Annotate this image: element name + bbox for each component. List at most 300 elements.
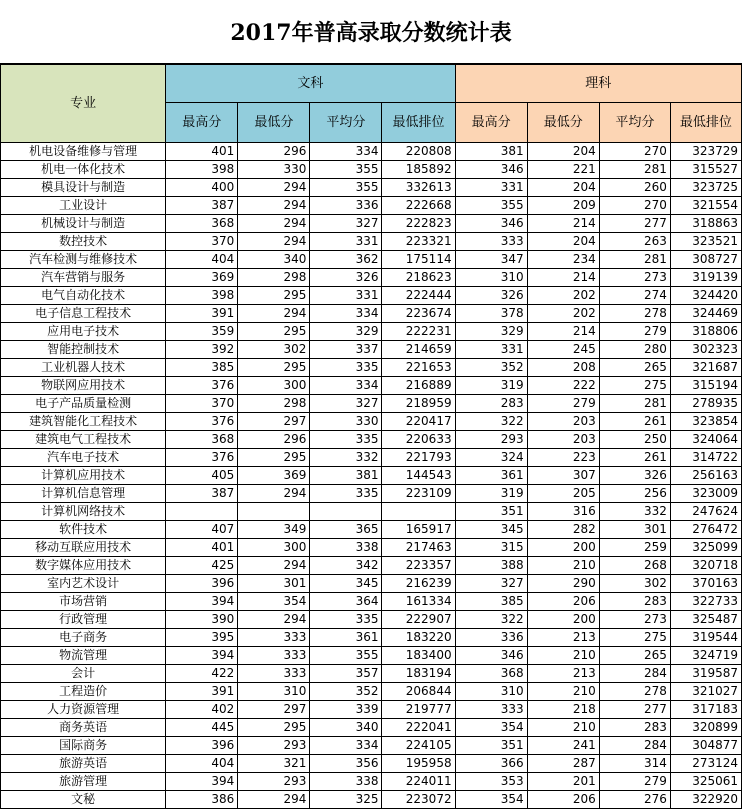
wenke-min-cell: 294 <box>238 557 310 575</box>
wenke-avg-cell: 345 <box>310 575 382 593</box>
wenke-rank-cell: 183220 <box>382 629 455 647</box>
wenke-min-cell: 333 <box>238 647 310 665</box>
wenke-max-cell: 376 <box>166 413 238 431</box>
like-avg-cell: 314 <box>599 755 670 773</box>
like-min-cell: 241 <box>527 737 599 755</box>
major-name: 数字媒体应用技术 <box>1 557 166 575</box>
wenke-max-cell: 445 <box>166 719 238 737</box>
like-max-cell: 346 <box>455 161 527 179</box>
header-li-max: 最高分 <box>455 103 527 143</box>
major-name: 行政管理 <box>1 611 166 629</box>
wenke-avg-cell: 342 <box>310 557 382 575</box>
major-name: 市场营销 <box>1 593 166 611</box>
major-name: 数控技术 <box>1 233 166 251</box>
like-rank-cell: 325487 <box>670 611 741 629</box>
wenke-rank-cell: 195958 <box>382 755 455 773</box>
wenke-avg-cell: 334 <box>310 305 382 323</box>
wenke-rank-cell: 221793 <box>382 449 455 467</box>
table-row <box>1 269 742 287</box>
header-wenke: 文科 <box>166 65 455 103</box>
like-rank-cell: 321554 <box>670 197 741 215</box>
like-avg-cell: 263 <box>599 233 670 251</box>
like-rank-cell: 323729 <box>670 143 741 161</box>
table-row <box>1 467 742 485</box>
like-rank-cell: 324420 <box>670 287 741 305</box>
like-avg-cell: 261 <box>599 413 670 431</box>
table-row <box>1 683 742 701</box>
like-avg-cell: 274 <box>599 287 670 305</box>
like-rank-cell: 370163 <box>670 575 741 593</box>
wenke-min-cell: 310 <box>238 683 310 701</box>
wenke-max-cell: 376 <box>166 449 238 467</box>
header-wen-rank: 最低排位 <box>382 103 455 143</box>
wenke-rank-cell: 221653 <box>382 359 455 377</box>
table-row <box>1 575 742 593</box>
like-min-cell: 307 <box>527 467 599 485</box>
wenke-max-cell: 425 <box>166 557 238 575</box>
wenke-max-cell: 401 <box>166 143 238 161</box>
major-name: 室内艺术设计 <box>1 575 166 593</box>
like-avg-cell: 273 <box>599 269 670 287</box>
like-min-cell: 245 <box>527 341 599 359</box>
table-row <box>1 233 742 251</box>
like-max-cell: 353 <box>455 773 527 791</box>
wenke-max-cell: 368 <box>166 431 238 449</box>
like-max-cell: 366 <box>455 755 527 773</box>
header-li-avg: 平均分 <box>599 103 670 143</box>
like-min-cell: 210 <box>527 557 599 575</box>
like-rank-cell: 323009 <box>670 485 741 503</box>
wenke-avg-cell: 355 <box>310 161 382 179</box>
wenke-avg-cell: 338 <box>310 773 382 791</box>
wenke-avg-cell: 331 <box>310 233 382 251</box>
like-max-cell: 327 <box>455 575 527 593</box>
wenke-max-cell: 369 <box>166 269 238 287</box>
table-row <box>1 521 742 539</box>
wenke-avg-cell: 331 <box>310 287 382 305</box>
wenke-min-cell: 294 <box>238 233 310 251</box>
wenke-avg-cell: 355 <box>310 179 382 197</box>
major-name: 工业设计 <box>1 197 166 215</box>
like-avg-cell: 283 <box>599 593 670 611</box>
wenke-max-cell: 385 <box>166 359 238 377</box>
like-rank-cell: 302323 <box>670 341 741 359</box>
major-name: 建筑智能化工程技术 <box>1 413 166 431</box>
wenke-max-cell: 396 <box>166 575 238 593</box>
like-avg-cell: 265 <box>599 647 670 665</box>
wenke-avg-cell: 335 <box>310 611 382 629</box>
wenke-max-cell: 394 <box>166 593 238 611</box>
major-name: 汽车检测与维修技术 <box>1 251 166 269</box>
wenke-max-cell: 390 <box>166 611 238 629</box>
major-name: 机电一体化技术 <box>1 161 166 179</box>
major-name: 工程造价 <box>1 683 166 701</box>
wenke-max-cell <box>166 503 238 521</box>
major-name: 建筑电气工程技术 <box>1 431 166 449</box>
wenke-max-cell: 391 <box>166 683 238 701</box>
wenke-avg-cell: 327 <box>310 215 382 233</box>
wenke-max-cell: 387 <box>166 197 238 215</box>
wenke-rank-cell: 175114 <box>382 251 455 269</box>
like-rank-cell: 308727 <box>670 251 741 269</box>
like-rank-cell: 321027 <box>670 683 741 701</box>
like-min-cell: 202 <box>527 305 599 323</box>
major-name: 移动互联应用技术 <box>1 539 166 557</box>
wenke-max-cell: 400 <box>166 179 238 197</box>
like-avg-cell: 259 <box>599 539 670 557</box>
table-row <box>1 143 742 161</box>
wenke-rank-cell: 219777 <box>382 701 455 719</box>
like-rank-cell: 318806 <box>670 323 741 341</box>
major-name: 智能控制技术 <box>1 341 166 359</box>
like-rank-cell: 247624 <box>670 503 741 521</box>
wenke-avg-cell: 334 <box>310 737 382 755</box>
like-min-cell: 218 <box>527 701 599 719</box>
like-avg-cell: 250 <box>599 431 670 449</box>
wenke-rank-cell: 218623 <box>382 269 455 287</box>
like-min-cell: 203 <box>527 431 599 449</box>
like-max-cell: 329 <box>455 323 527 341</box>
wenke-max-cell: 370 <box>166 395 238 413</box>
wenke-rank-cell: 216889 <box>382 377 455 395</box>
major-name: 工业机器人技术 <box>1 359 166 377</box>
major-name: 计算机信息管理 <box>1 485 166 503</box>
table-row <box>1 395 742 413</box>
like-avg-cell: 326 <box>599 467 670 485</box>
like-min-cell: 210 <box>527 647 599 665</box>
wenke-rank-cell: 185892 <box>382 161 455 179</box>
like-min-cell: 202 <box>527 287 599 305</box>
wenke-min-cell: 293 <box>238 773 310 791</box>
wenke-avg-cell: 338 <box>310 539 382 557</box>
like-max-cell: 310 <box>455 683 527 701</box>
wenke-avg-cell: 361 <box>310 629 382 647</box>
like-min-cell: 221 <box>527 161 599 179</box>
like-max-cell: 319 <box>455 485 527 503</box>
like-max-cell: 333 <box>455 233 527 251</box>
header-li-min: 最低分 <box>527 103 599 143</box>
table-row <box>1 701 742 719</box>
like-max-cell: 354 <box>455 719 527 737</box>
wenke-rank-cell <box>382 503 455 521</box>
wenke-rank-cell: 183400 <box>382 647 455 665</box>
wenke-min-cell <box>238 503 310 521</box>
major-name: 物联网应用技术 <box>1 377 166 395</box>
major-name: 机电设备维修与管理 <box>1 143 166 161</box>
wenke-max-cell: 402 <box>166 701 238 719</box>
like-avg-cell: 276 <box>599 791 670 809</box>
like-max-cell: 293 <box>455 431 527 449</box>
like-rank-cell: 317183 <box>670 701 741 719</box>
wenke-rank-cell: 214659 <box>382 341 455 359</box>
wenke-max-cell: 368 <box>166 215 238 233</box>
wenke-min-cell: 295 <box>238 359 310 377</box>
table-row <box>1 647 742 665</box>
table-row <box>1 629 742 647</box>
like-avg-cell: 265 <box>599 359 670 377</box>
like-rank-cell: 318863 <box>670 215 741 233</box>
like-max-cell: 336 <box>455 629 527 647</box>
wenke-max-cell: 404 <box>166 251 238 269</box>
like-rank-cell: 256163 <box>670 467 741 485</box>
like-max-cell: 331 <box>455 341 527 359</box>
wenke-rank-cell: 220808 <box>382 143 455 161</box>
like-max-cell: 346 <box>455 215 527 233</box>
like-rank-cell: 319139 <box>670 269 741 287</box>
wenke-min-cell: 294 <box>238 305 310 323</box>
like-avg-cell: 278 <box>599 305 670 323</box>
like-avg-cell: 302 <box>599 575 670 593</box>
score-table <box>0 64 742 809</box>
major-name: 计算机应用技术 <box>1 467 166 485</box>
wenke-avg-cell: 329 <box>310 323 382 341</box>
header-like: 理科 <box>455 65 741 103</box>
wenke-avg-cell: 332 <box>310 449 382 467</box>
like-rank-cell: 278935 <box>670 395 741 413</box>
like-max-cell: 324 <box>455 449 527 467</box>
major-name: 机械设计与制造 <box>1 215 166 233</box>
like-avg-cell: 268 <box>599 557 670 575</box>
like-rank-cell: 315527 <box>670 161 741 179</box>
like-min-cell: 206 <box>527 791 599 809</box>
wenke-avg-cell: 352 <box>310 683 382 701</box>
wenke-min-cell: 333 <box>238 629 310 647</box>
wenke-min-cell: 297 <box>238 701 310 719</box>
like-rank-cell: 324469 <box>670 305 741 323</box>
wenke-rank-cell: 224011 <box>382 773 455 791</box>
like-min-cell: 287 <box>527 755 599 773</box>
wenke-rank-cell: 223321 <box>382 233 455 251</box>
wenke-rank-cell: 224105 <box>382 737 455 755</box>
like-max-cell: 368 <box>455 665 527 683</box>
like-min-cell: 200 <box>527 611 599 629</box>
wenke-min-cell: 300 <box>238 539 310 557</box>
major-name: 模具设计与制造 <box>1 179 166 197</box>
table-row <box>1 305 742 323</box>
wenke-max-cell: 387 <box>166 485 238 503</box>
wenke-avg-cell: 334 <box>310 377 382 395</box>
like-rank-cell: 320899 <box>670 719 741 737</box>
wenke-avg-cell: 330 <box>310 413 382 431</box>
major-name: 软件技术 <box>1 521 166 539</box>
wenke-max-cell: 394 <box>166 773 238 791</box>
like-rank-cell: 319544 <box>670 629 741 647</box>
header-li-rank: 最低排位 <box>670 103 741 143</box>
table-row <box>1 377 742 395</box>
wenke-max-cell: 398 <box>166 287 238 305</box>
wenke-min-cell: 294 <box>238 485 310 503</box>
table-row <box>1 341 742 359</box>
major-name: 电子商务 <box>1 629 166 647</box>
like-avg-cell: 284 <box>599 737 670 755</box>
major-name: 电子信息工程技术 <box>1 305 166 323</box>
wenke-avg-cell: 326 <box>310 269 382 287</box>
wenke-min-cell: 321 <box>238 755 310 773</box>
wenke-rank-cell: 222668 <box>382 197 455 215</box>
major-name: 电气自动化技术 <box>1 287 166 305</box>
like-avg-cell: 278 <box>599 683 670 701</box>
like-max-cell: 351 <box>455 737 527 755</box>
wenke-min-cell: 300 <box>238 377 310 395</box>
like-min-cell: 222 <box>527 377 599 395</box>
like-rank-cell: 322733 <box>670 593 741 611</box>
wenke-min-cell: 294 <box>238 611 310 629</box>
wenke-max-cell: 370 <box>166 233 238 251</box>
major-name: 汽车营销与服务 <box>1 269 166 287</box>
wenke-rank-cell: 223072 <box>382 791 455 809</box>
table-row <box>1 611 742 629</box>
like-avg-cell: 279 <box>599 773 670 791</box>
wenke-avg-cell: 340 <box>310 719 382 737</box>
wenke-rank-cell: 222444 <box>382 287 455 305</box>
wenke-avg-cell: 335 <box>310 485 382 503</box>
table-row <box>1 539 742 557</box>
like-min-cell: 213 <box>527 665 599 683</box>
wenke-min-cell: 297 <box>238 413 310 431</box>
wenke-min-cell: 295 <box>238 719 310 737</box>
wenke-max-cell: 422 <box>166 665 238 683</box>
like-min-cell: 204 <box>527 179 599 197</box>
like-rank-cell: 324064 <box>670 431 741 449</box>
table-row <box>1 197 742 215</box>
wenke-min-cell: 369 <box>238 467 310 485</box>
table-row <box>1 359 742 377</box>
wenke-avg-cell: 362 <box>310 251 382 269</box>
like-rank-cell: 325099 <box>670 539 741 557</box>
table-row <box>1 791 742 809</box>
major-name: 计算机网络技术 <box>1 503 166 521</box>
like-avg-cell: 270 <box>599 197 670 215</box>
wenke-max-cell: 392 <box>166 341 238 359</box>
like-rank-cell: 319587 <box>670 665 741 683</box>
wenke-min-cell: 298 <box>238 269 310 287</box>
wenke-rank-cell: 183194 <box>382 665 455 683</box>
like-max-cell: 354 <box>455 791 527 809</box>
wenke-min-cell: 349 <box>238 521 310 539</box>
table-row <box>1 665 742 683</box>
wenke-min-cell: 294 <box>238 197 310 215</box>
wenke-avg-cell: 337 <box>310 341 382 359</box>
header-wen-min: 最低分 <box>238 103 310 143</box>
wenke-rank-cell: 332613 <box>382 179 455 197</box>
wenke-rank-cell: 161334 <box>382 593 455 611</box>
like-max-cell: 333 <box>455 701 527 719</box>
wenke-min-cell: 294 <box>238 179 310 197</box>
like-avg-cell: 283 <box>599 719 670 737</box>
major-name: 旅游英语 <box>1 755 166 773</box>
like-rank-cell: 304877 <box>670 737 741 755</box>
like-max-cell: 361 <box>455 467 527 485</box>
wenke-min-cell: 301 <box>238 575 310 593</box>
wenke-max-cell: 376 <box>166 377 238 395</box>
wenke-rank-cell: 222231 <box>382 323 455 341</box>
table-row <box>1 593 742 611</box>
like-avg-cell: 301 <box>599 521 670 539</box>
wenke-avg-cell: 356 <box>310 755 382 773</box>
wenke-rank-cell: 216239 <box>382 575 455 593</box>
wenke-min-cell: 330 <box>238 161 310 179</box>
wenke-max-cell: 395 <box>166 629 238 647</box>
like-min-cell: 214 <box>527 215 599 233</box>
table-row <box>1 449 742 467</box>
wenke-min-cell: 295 <box>238 323 310 341</box>
wenke-rank-cell: 217463 <box>382 539 455 557</box>
like-min-cell: 200 <box>527 539 599 557</box>
wenke-rank-cell: 220633 <box>382 431 455 449</box>
like-avg-cell: 260 <box>599 179 670 197</box>
major-name: 应用电子技术 <box>1 323 166 341</box>
table-row <box>1 323 742 341</box>
wenke-rank-cell: 223357 <box>382 557 455 575</box>
like-avg-cell: 281 <box>599 161 670 179</box>
like-avg-cell: 277 <box>599 215 670 233</box>
major-name: 会计 <box>1 665 166 683</box>
wenke-min-cell: 302 <box>238 341 310 359</box>
like-min-cell: 204 <box>527 233 599 251</box>
like-max-cell: 283 <box>455 395 527 413</box>
like-avg-cell: 275 <box>599 377 670 395</box>
like-max-cell: 347 <box>455 251 527 269</box>
like-avg-cell: 275 <box>599 629 670 647</box>
like-rank-cell: 315194 <box>670 377 741 395</box>
like-rank-cell: 276472 <box>670 521 741 539</box>
like-max-cell: 346 <box>455 647 527 665</box>
like-min-cell: 210 <box>527 683 599 701</box>
like-avg-cell: 332 <box>599 503 670 521</box>
like-max-cell: 331 <box>455 179 527 197</box>
wenke-max-cell: 405 <box>166 467 238 485</box>
like-min-cell: 214 <box>527 323 599 341</box>
major-name: 商务英语 <box>1 719 166 737</box>
like-min-cell: 210 <box>527 719 599 737</box>
like-avg-cell: 277 <box>599 701 670 719</box>
wenke-min-cell: 354 <box>238 593 310 611</box>
like-max-cell: 351 <box>455 503 527 521</box>
header-wen-max: 最高分 <box>166 103 238 143</box>
wenke-avg-cell: 364 <box>310 593 382 611</box>
like-rank-cell: 321687 <box>670 359 741 377</box>
table-row <box>1 485 742 503</box>
like-max-cell: 355 <box>455 197 527 215</box>
wenke-max-cell: 394 <box>166 647 238 665</box>
wenke-avg-cell <box>310 503 382 521</box>
like-min-cell: 204 <box>527 143 599 161</box>
wenke-avg-cell: 365 <box>310 521 382 539</box>
wenke-avg-cell: 325 <box>310 791 382 809</box>
major-name: 国际商务 <box>1 737 166 755</box>
like-avg-cell: 284 <box>599 665 670 683</box>
table-row <box>1 413 742 431</box>
wenke-rank-cell: 222823 <box>382 215 455 233</box>
major-name: 文秘 <box>1 791 166 809</box>
wenke-min-cell: 294 <box>238 791 310 809</box>
like-avg-cell: 256 <box>599 485 670 503</box>
wenke-avg-cell: 334 <box>310 143 382 161</box>
like-min-cell: 282 <box>527 521 599 539</box>
table-row <box>1 737 742 755</box>
like-rank-cell: 273124 <box>670 755 741 773</box>
wenke-min-cell: 333 <box>238 665 310 683</box>
like-min-cell: 203 <box>527 413 599 431</box>
wenke-avg-cell: 339 <box>310 701 382 719</box>
like-min-cell: 316 <box>527 503 599 521</box>
wenke-rank-cell: 206844 <box>382 683 455 701</box>
wenke-max-cell: 396 <box>166 737 238 755</box>
page-title: 2017年普高录取分数统计表 <box>0 0 742 64</box>
like-rank-cell: 325061 <box>670 773 741 791</box>
like-max-cell: 378 <box>455 305 527 323</box>
wenke-rank-cell: 223109 <box>382 485 455 503</box>
